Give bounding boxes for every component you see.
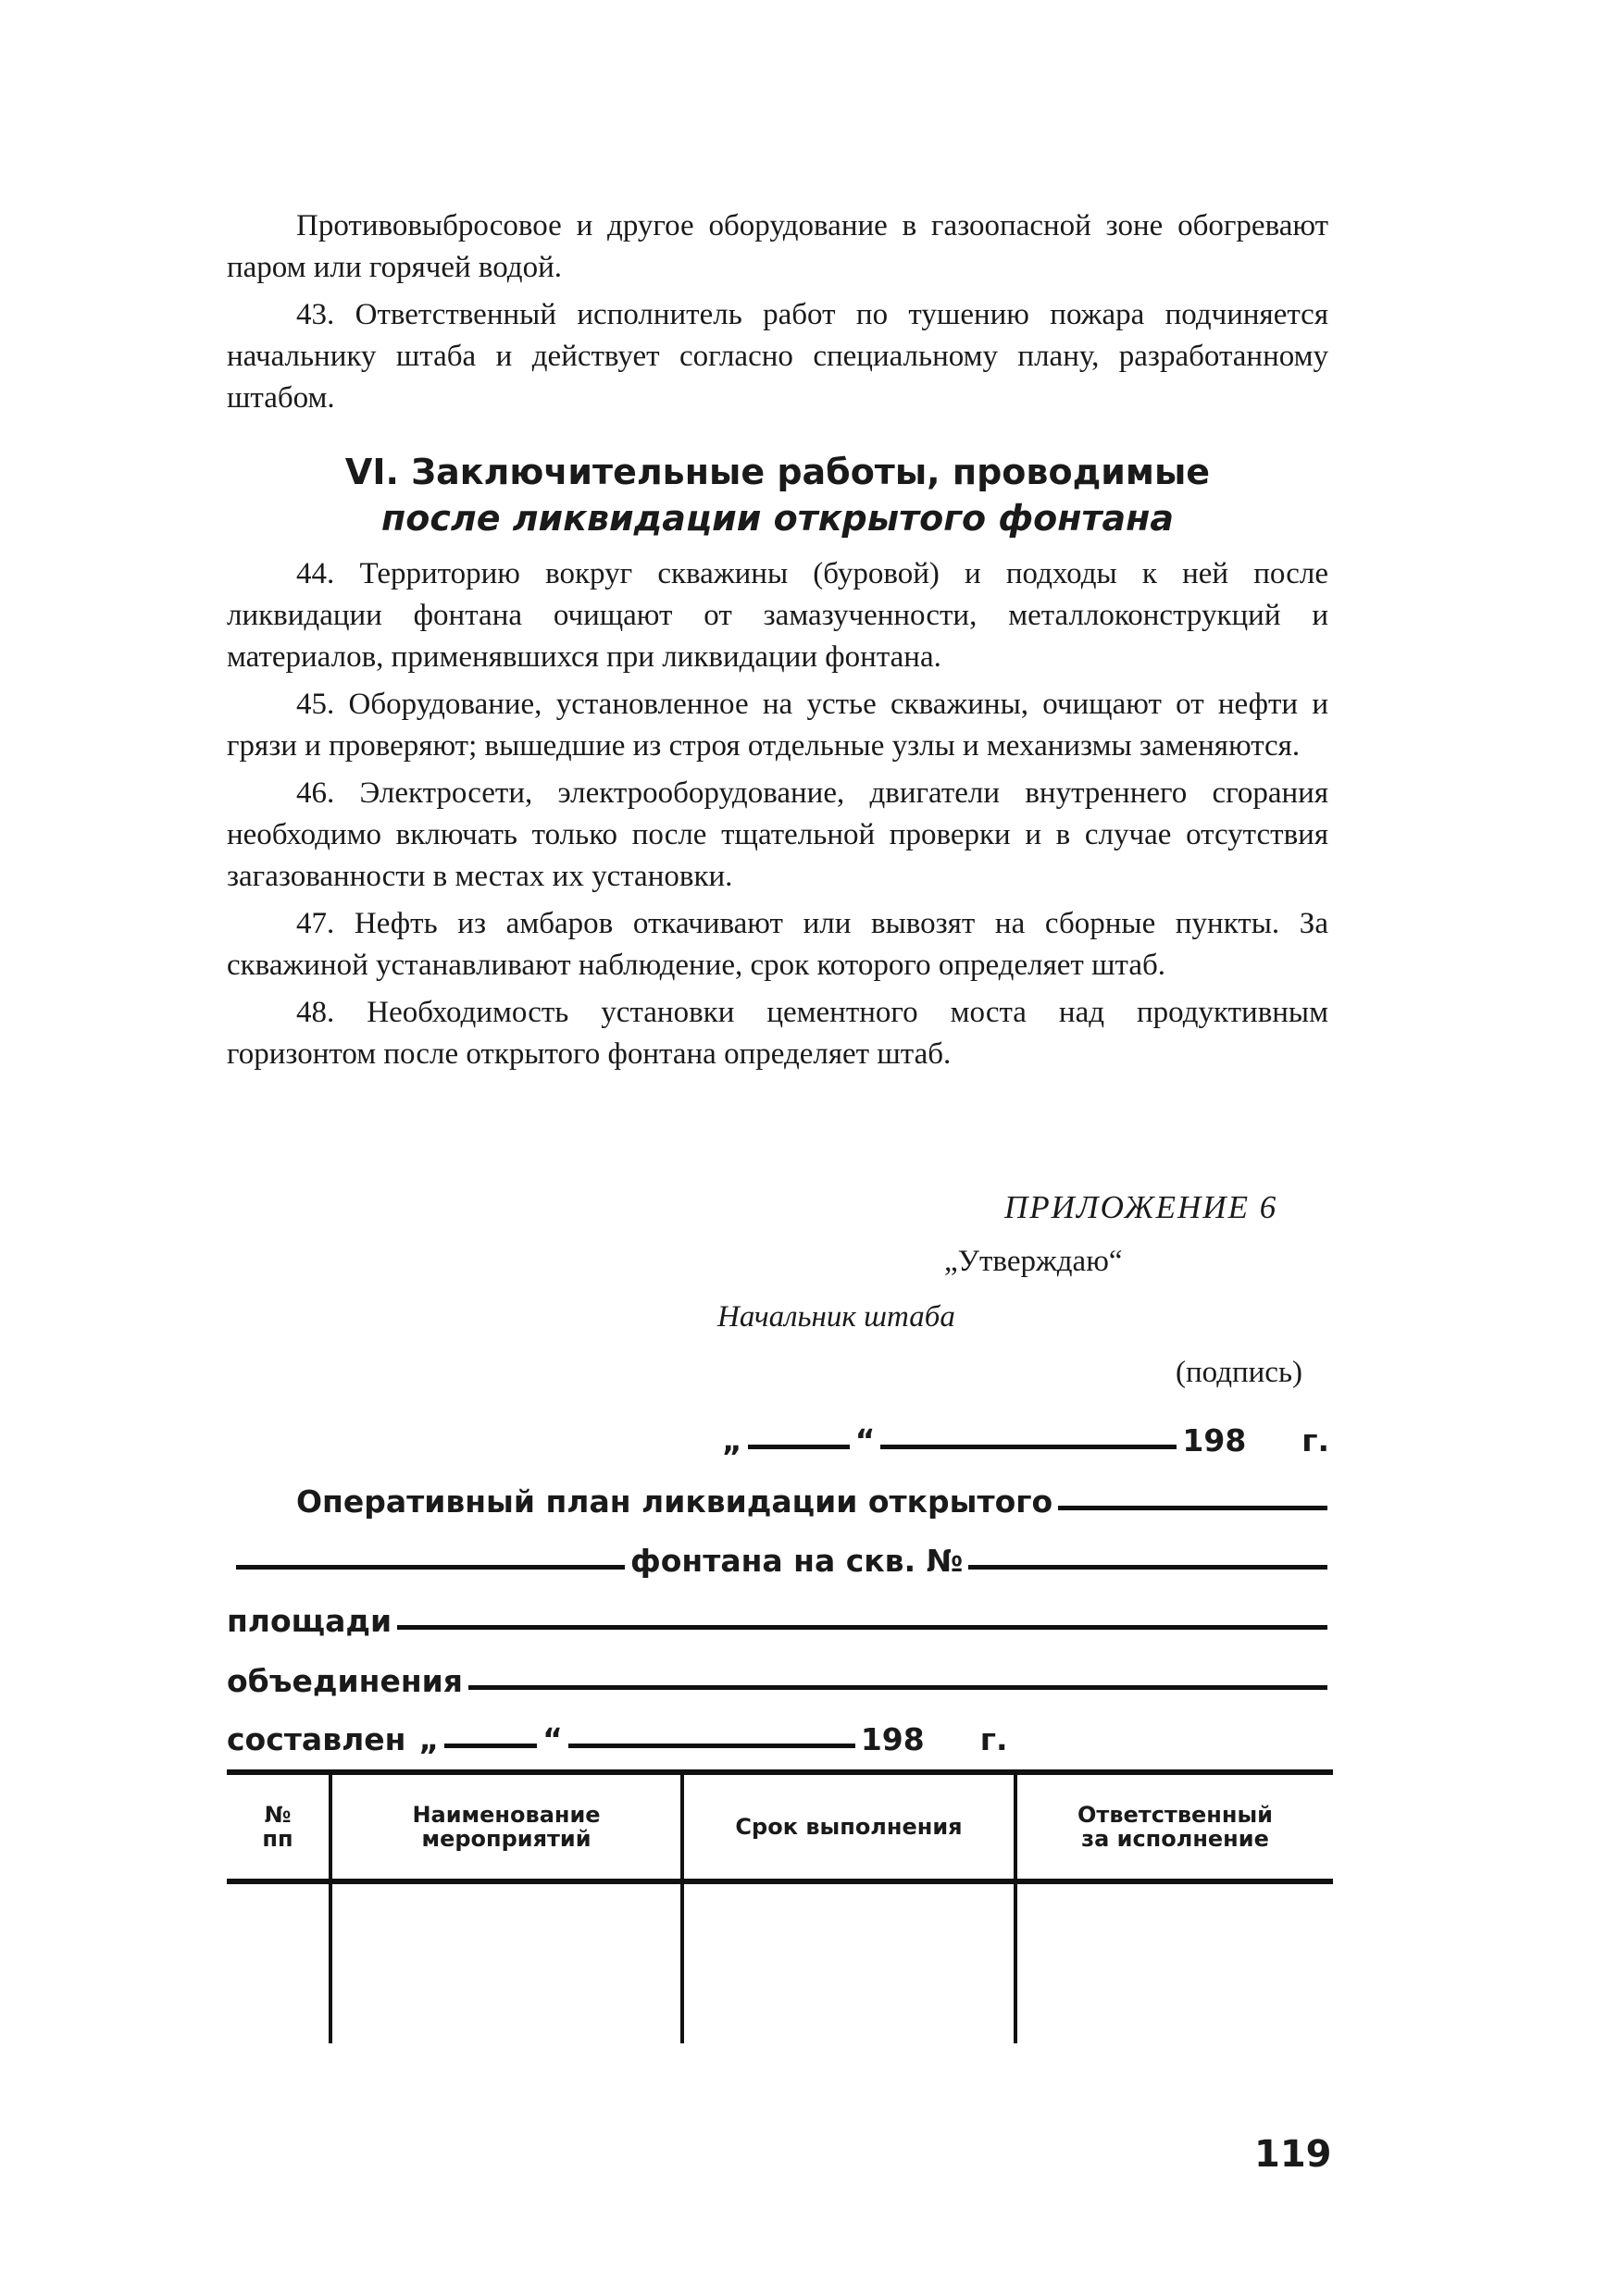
approval-year: 198 (1182, 1422, 1247, 1458)
signature-label: (подпись) (1176, 1356, 1302, 1389)
approval-year-suffix: г. (1301, 1422, 1330, 1458)
cell-measures (330, 1881, 682, 2043)
compiled-date-close: “ (542, 1721, 563, 1757)
approval-date-line (722, 1416, 1333, 1458)
header-deadline: Срок выполнения (682, 1772, 1015, 1881)
area-label: площади (227, 1603, 392, 1639)
paragraph-44: 44. Территорию вокруг скважины (буровой) и подходы к ней после ликвидации фонтана очищают от замазученности, металлоконструкций и материалов, применявшихся при ликвидации фонтана. (227, 557, 1328, 674)
chief-label: Начальник штаба (717, 1300, 955, 1334)
month-blank (880, 1445, 1177, 1449)
area-blank (397, 1625, 1327, 1630)
section-heading-line2: после ликвидации открытого фонтана (380, 498, 1175, 539)
fountain-prefix-blank (236, 1565, 625, 1570)
paragraph-equipment-heating: Противовыбросовое и другое оборудование в газоопасной зоне обогревают паром или горячей водой. (227, 209, 1328, 284)
association-label: объединения (227, 1663, 463, 1699)
paragraph-48: 48. Необходимость установки цементного моста над продуктивным горизонтом после открытого фонтана определяет штаб. (227, 996, 1328, 1071)
paragraph-46: 46. Электросети, электрооборудование, двигатели внутреннего сгорания необходимо включать только после тщательной проверки и в случае отсутствия загазованности в местах их установки. (227, 776, 1328, 893)
date-close-quote: “ (854, 1422, 876, 1458)
appendix-label: ПРИЛОЖЕНИЕ 6 (1004, 1189, 1278, 1225)
cell-deadline (682, 1881, 1015, 2043)
header-responsible: Ответственный за исполнение (1015, 1772, 1333, 1881)
approve-label: „Утверждаю“ (944, 1245, 1123, 1278)
compiled-day-blank (444, 1744, 537, 1748)
compiled-year: 198 (860, 1721, 925, 1757)
header-measures: Наименование мероприятий (330, 1772, 682, 1881)
paragraph-43: 43. Ответственный исполнитель работ по тушению пожара подчиняется начальнику штаба и действует согласно специальному плану, разработанному штабом. (227, 298, 1328, 415)
compiled-year-suffix: г. (979, 1721, 1008, 1757)
well-number-blank (968, 1565, 1327, 1570)
day-blank (748, 1445, 850, 1449)
section-heading-line1: VI. Заключительные работы, проводимые (344, 452, 1211, 492)
compiled-label: составлен (227, 1721, 406, 1757)
header-number: № пп (227, 1772, 330, 1881)
association-blank (468, 1685, 1327, 1690)
form-title-blank (1058, 1506, 1327, 1510)
paragraphs-top (227, 205, 1328, 419)
compiled-date-open: „ (418, 1721, 440, 1757)
paragraphs-main (227, 553, 1328, 1075)
compiled-line (227, 1715, 1333, 1757)
plan-table (227, 1769, 1333, 2043)
page-number: 119 (1254, 2133, 1332, 2176)
paragraph-45: 45. Оборудование, установленное на устье скважины, очищают от нефти и грязи и проверяют; вышедшие из строя отдельные узлы и механизмы заменяются. (227, 688, 1328, 763)
compiled-month-blank (568, 1744, 855, 1748)
cell-responsible (1015, 1881, 1333, 2043)
form-title-line1 (296, 1477, 1333, 1520)
section-heading (227, 449, 1328, 541)
table-row (227, 1881, 1333, 2043)
association-line (227, 1657, 1333, 1699)
date-open-quote: „ (722, 1422, 742, 1458)
area-line (227, 1596, 1333, 1639)
form-title-part1: Оперативный план ликвидации открытого (296, 1483, 1053, 1520)
paragraph-47: 47. Нефть из амбаров откачивают или вывозят на сборные пункты. За скважиной устанавливают наблюдение, срок которого определяет штаб. (227, 907, 1328, 982)
form-title-line2 (227, 1536, 1333, 1579)
cell-number (227, 1881, 330, 2043)
form-title-part2: фонтана на скв. № (630, 1543, 964, 1579)
